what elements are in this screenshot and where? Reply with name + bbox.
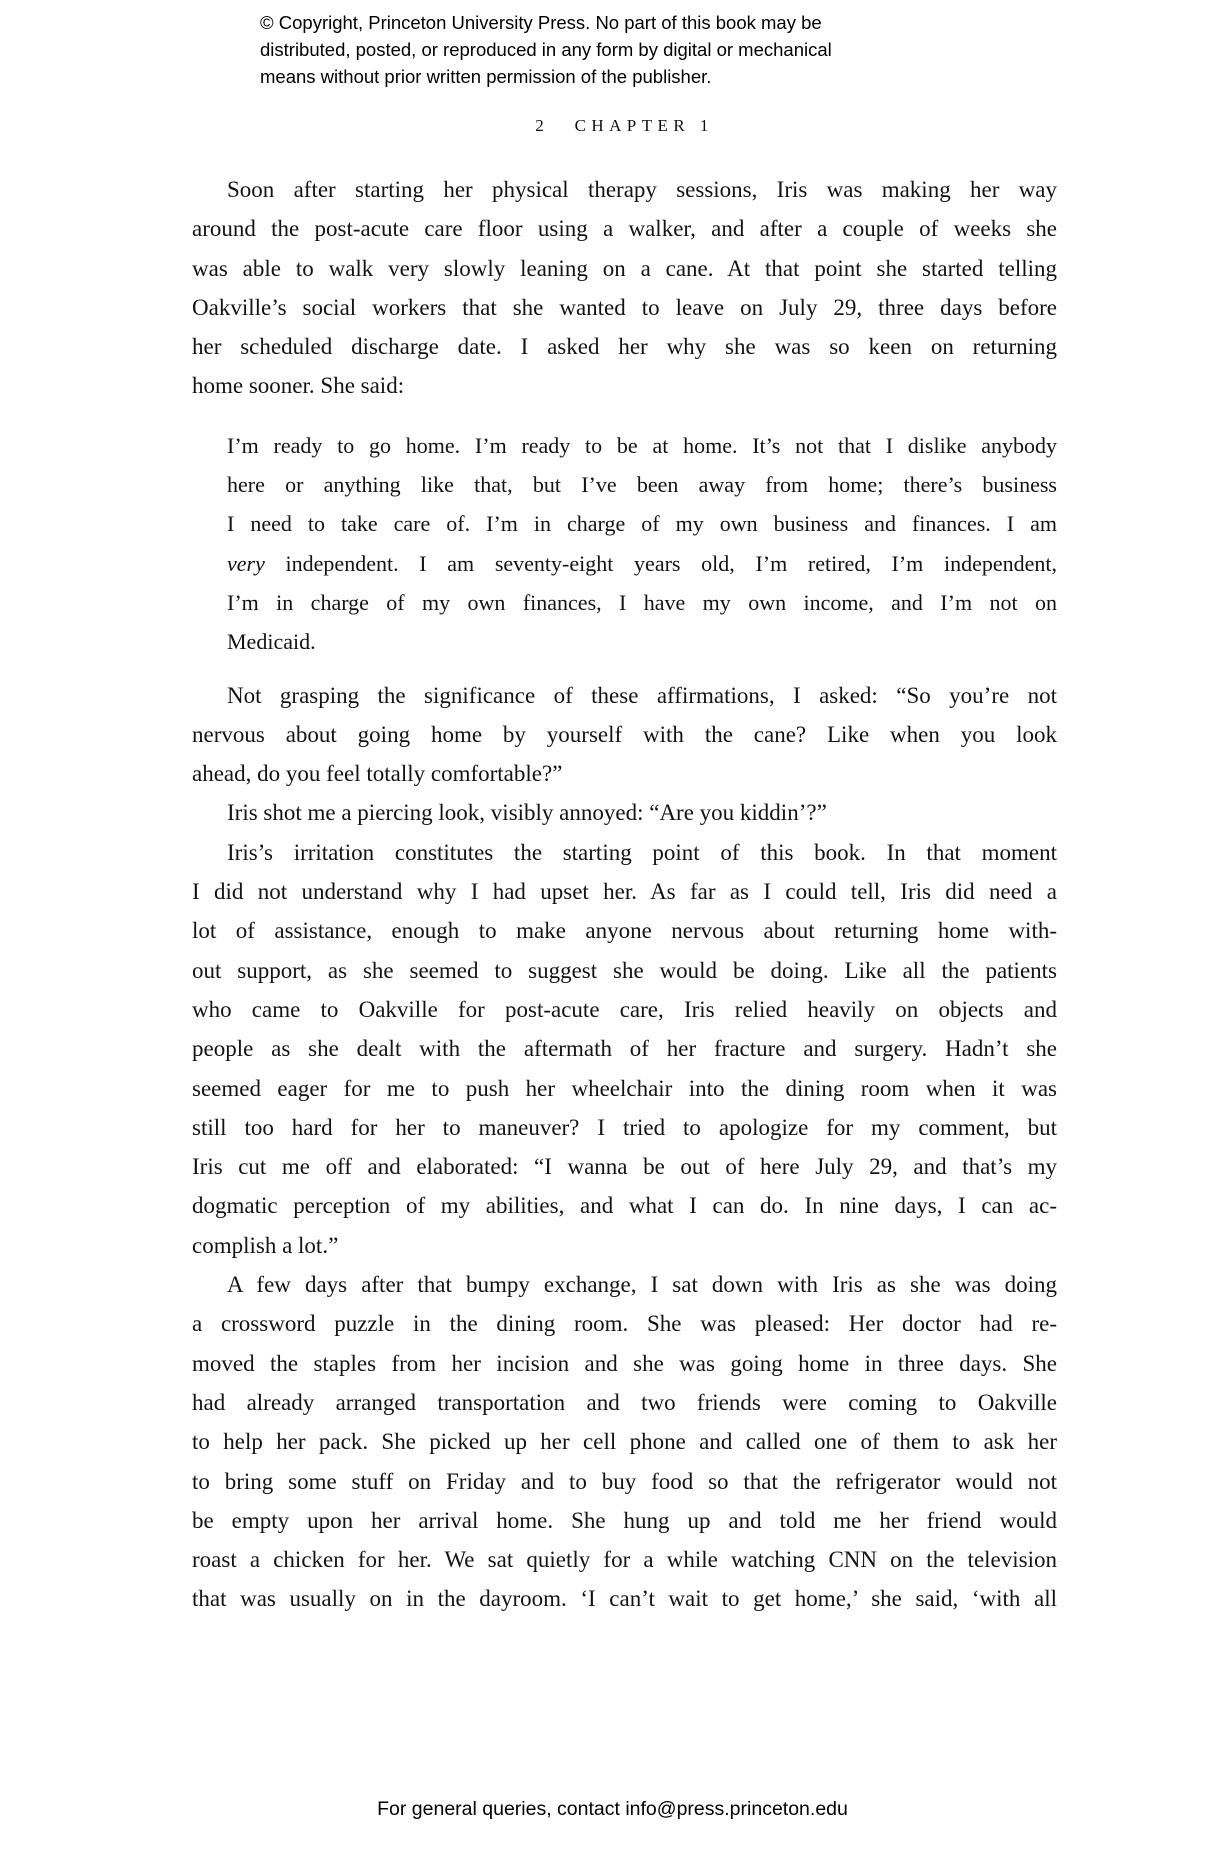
text-line: Oakville’s social workers that she wanted to leave on July 29, three days before bbox=[192, 294, 1057, 320]
text-line: here or anything like that, but I’ve been away from home; there’s business bbox=[227, 472, 1057, 498]
text-line: that was usually on in the dayroom. ‘I can’t wait to get home,’ she said, ‘with all bbox=[192, 1586, 1057, 1612]
text-line: I did not understand why I had upset her. As far as I could tell, Iris did need a bbox=[192, 879, 1057, 905]
text-line: I’m ready to go home. I’m ready to be at home. It’s not that I dislike anybody bbox=[227, 432, 1057, 458]
paragraph bbox=[192, 170, 1057, 406]
text-line: complish a lot.” bbox=[192, 1232, 339, 1258]
text-line: around the post-acute care floor using a walker, and after a couple of weeks she bbox=[192, 216, 1057, 242]
text-line: moved the staples from her incision and she was going home in three days. She bbox=[192, 1350, 1057, 1376]
text-line: Medicaid. bbox=[227, 629, 316, 655]
text-line: seemed eager for me to push her wheelchair into the dining room when it was bbox=[192, 1075, 1057, 1101]
text-line: Iris’s irritation constitutes the starting point of this book. In that moment bbox=[227, 839, 1057, 865]
paragraph bbox=[192, 833, 1057, 1265]
paragraph bbox=[192, 676, 1057, 794]
text-line: Not grasping the significance of these affirmations, I asked: “So you’re not bbox=[227, 682, 1057, 708]
copyright-line: distributed, posted, or reproduced in any form by digital or mechanical bbox=[260, 39, 832, 60]
copyright-notice bbox=[260, 9, 832, 90]
text-line: I’m in charge of my own finances, I have my own income, and I’m not on bbox=[227, 589, 1057, 615]
text-line: her scheduled discharge date. I asked her why she was so keen on returning bbox=[192, 334, 1057, 360]
copyright-line: © Copyright, Princeton University Press. No part of this book may be bbox=[260, 12, 822, 33]
text-line: to help her pack. She picked up her cell phone and called one of them to ask her bbox=[192, 1429, 1057, 1455]
text-line: nervous about going home by yourself with the cane? Like when you look bbox=[192, 721, 1057, 747]
text-line: lot of assistance, enough to make anyone nervous about returning home with- bbox=[192, 918, 1057, 944]
text-line: home sooner. She said: bbox=[192, 373, 405, 399]
text-line: be empty upon her arrival home. She hung up and told me her friend would bbox=[192, 1507, 1057, 1533]
text-line: Iris shot me a piercing look, visibly annoyed: “Are you kiddin’?” bbox=[227, 800, 827, 826]
page-number: 2 bbox=[535, 116, 545, 135]
text-line: was able to walk very slowly leaning on a cane. At that point she started telling bbox=[192, 255, 1057, 281]
text-line: people as she dealt with the aftermath of her fracture and surgery. Hadn’t she bbox=[192, 1036, 1057, 1062]
paragraph bbox=[192, 1265, 1057, 1619]
footer bbox=[0, 1798, 1225, 1821]
text-line: to bring some stuff on Friday and to buy food so that the refrigerator would not bbox=[192, 1468, 1057, 1494]
text-line: dogmatic perception of my abilities, and what I can do. In nine days, I can ac- bbox=[192, 1193, 1057, 1219]
footer-query-line: For general queries, contact info@press.princeton.edu bbox=[377, 1798, 848, 1820]
text-line: I need to take care of. I’m in charge of my own business and finances. I am bbox=[227, 511, 1057, 537]
text-line: A few days after that bumpy exchange, I sat down with Iris as she was doing bbox=[227, 1272, 1057, 1298]
body-text bbox=[192, 170, 1057, 1619]
text-line: a crossword puzzle in the dining room. She was pleased: Her doctor had re- bbox=[192, 1311, 1057, 1337]
text-line: roast a chicken for her. We sat quietly for a while watching CNN on the television bbox=[192, 1547, 1057, 1573]
text-line: who came to Oakville for post-acute care, Iris relied heavily on objects and bbox=[192, 996, 1057, 1022]
paragraph bbox=[192, 793, 1057, 832]
text-line: had already arranged transportation and two friends were coming to Oakville bbox=[192, 1389, 1057, 1415]
text-line: Iris cut me off and elaborated: “I wanna be out of here July 29, and that’s my bbox=[192, 1154, 1057, 1180]
copyright-line: means without prior written permission of the publisher. bbox=[260, 66, 712, 87]
block-quote bbox=[227, 426, 1057, 662]
running-head bbox=[192, 116, 1057, 136]
text-line: still too hard for her to maneuver? I tried to apologize for my comment, but bbox=[192, 1114, 1057, 1140]
text-line: ahead, do you feel totally comfortable?” bbox=[192, 761, 563, 787]
text-line: Soon after starting her physical therapy sessions, Iris was making her way bbox=[227, 177, 1057, 202]
text-line: very independent. I am seventy-eight years old, I’m retired, I’m independent, bbox=[227, 550, 1057, 576]
text-line: out support, as she seemed to suggest she would be doing. Like all the patients bbox=[192, 957, 1057, 983]
chapter-label: CHAPTER 1 bbox=[574, 116, 714, 135]
